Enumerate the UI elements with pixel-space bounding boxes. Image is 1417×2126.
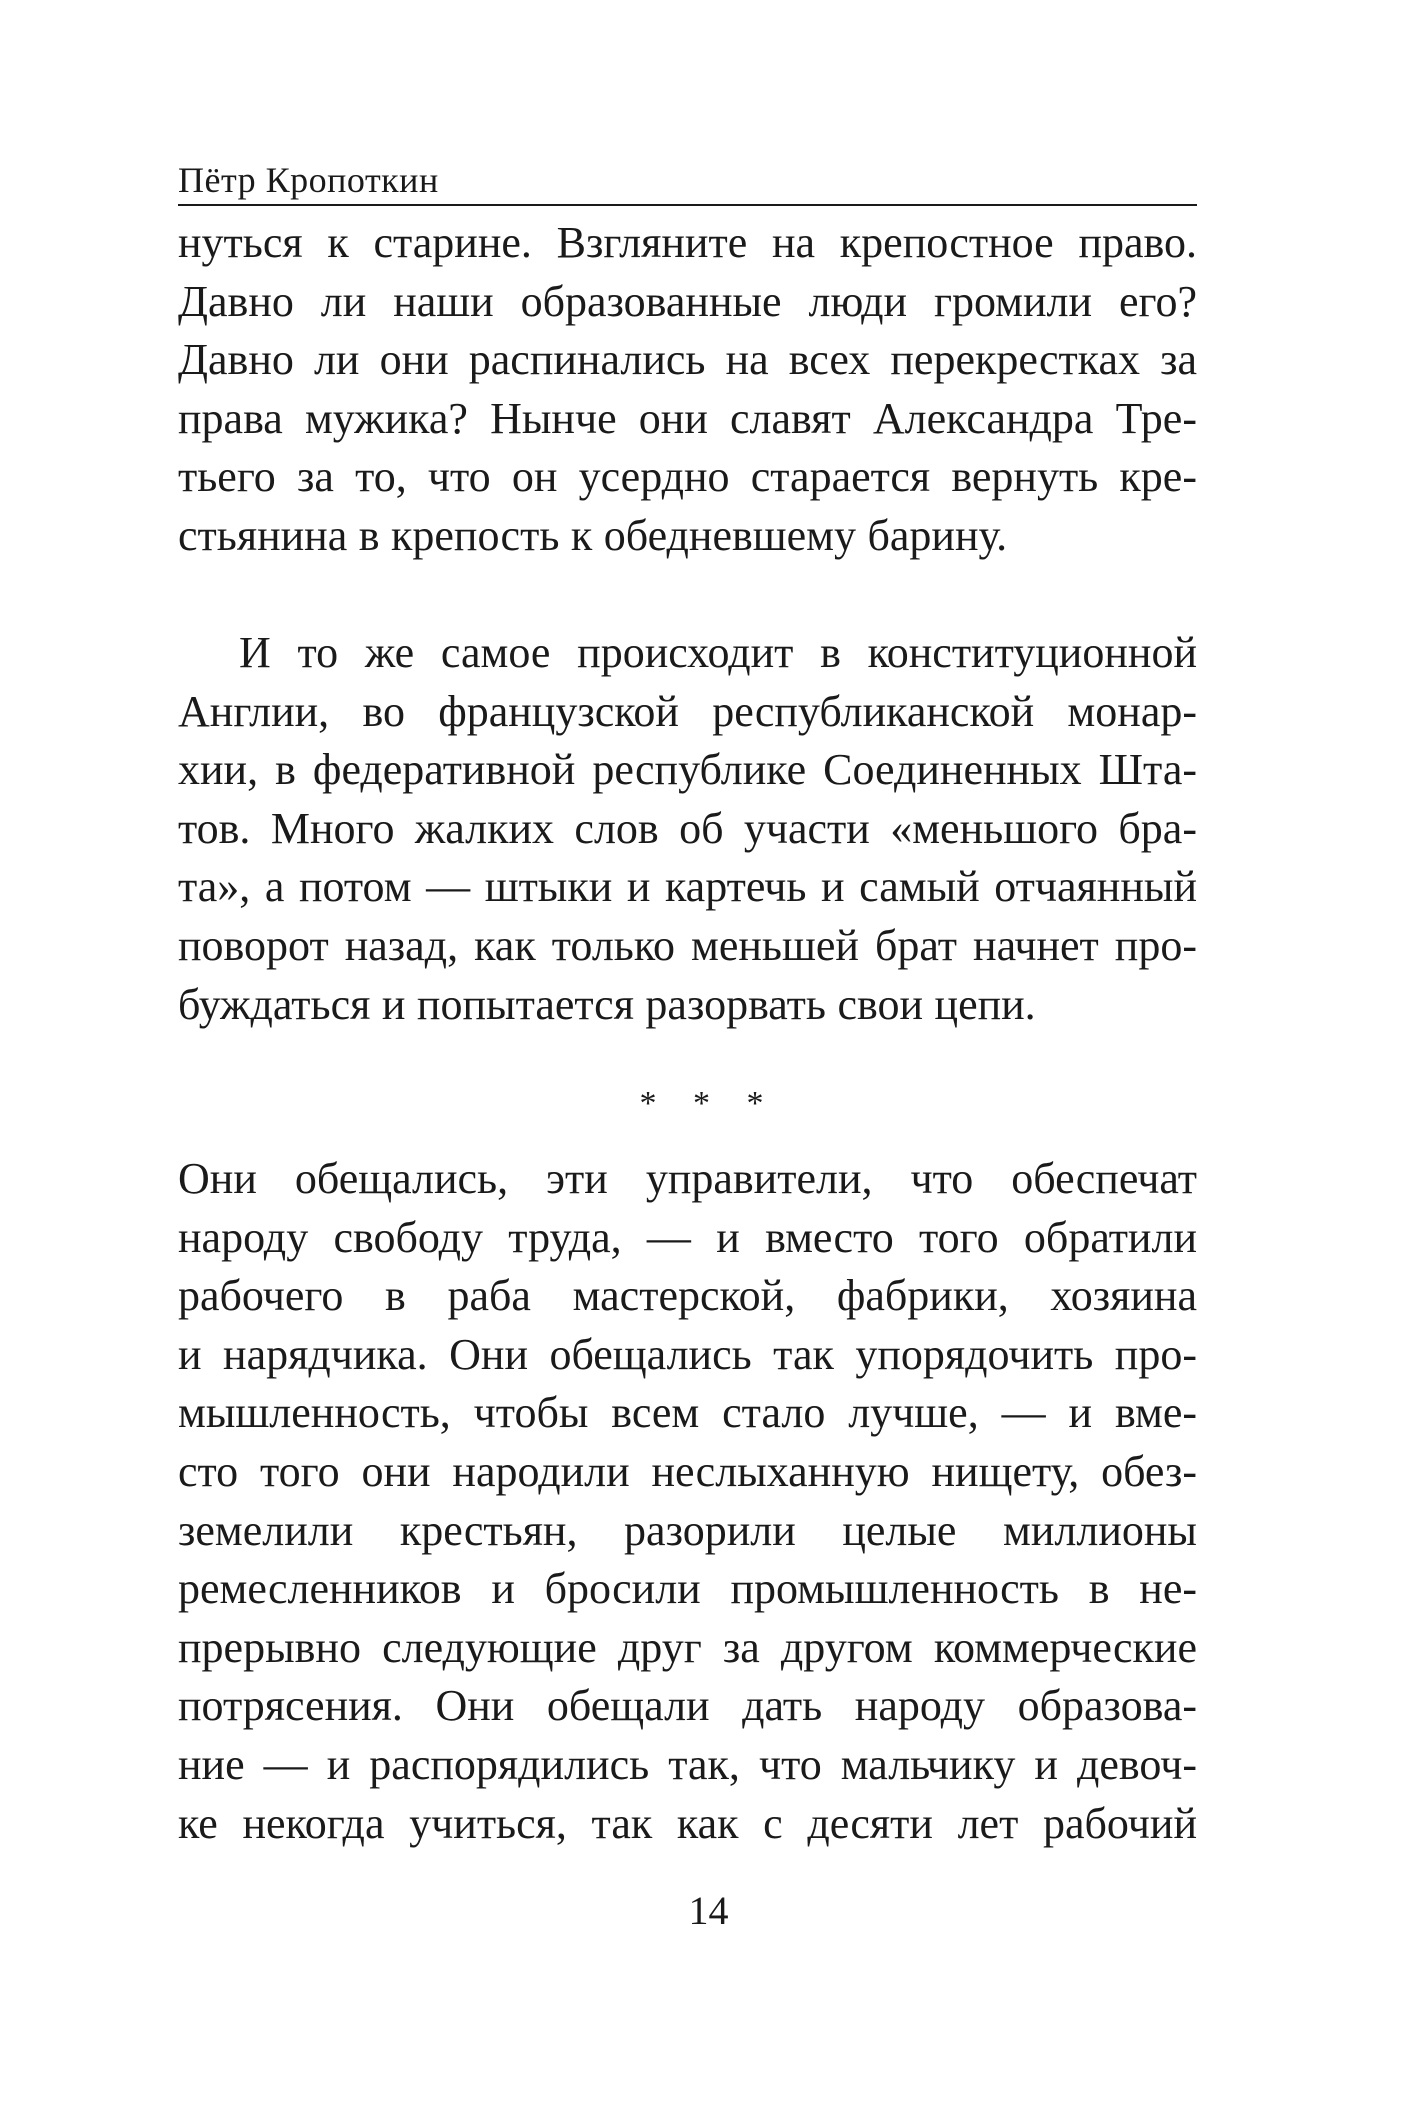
text-line: права мужика? Нынче они славят Александра Тре- — [178, 393, 1197, 443]
text-line: Они обещались, эти управители, что обеспечат — [178, 1154, 1197, 1203]
text-line: буждаться и попытается разорвать свои цепи. — [178, 979, 1036, 1029]
text-line: прерывно следующие друг за другом коммерческие — [178, 1622, 1197, 1672]
paragraph-1 — [178, 214, 1197, 566]
paragraph-2 — [178, 624, 1197, 1034]
text-line: стьянина в крепость к обедневшему барину. — [178, 510, 1008, 560]
running-head-author: Пётр Кропоткин — [178, 160, 439, 200]
text-line: потрясения. Они обещали дать народу образова- — [178, 1681, 1197, 1731]
section-separator: * * * — [639, 1085, 778, 1122]
text-line: поворот назад, как только меньшей брат начнет про- — [178, 920, 1197, 970]
text-line: сто того они народили неслыханную нищету, обез- — [178, 1446, 1197, 1496]
text-line: тов. Много жалких слов об участи «меньшого бра- — [178, 803, 1197, 853]
text-line: и нарядчика. Они обещались так упорядочить про- — [178, 1329, 1197, 1379]
text-line: Давно ли наши образованные люди громили его? — [178, 276, 1197, 326]
running-head — [178, 146, 1197, 206]
text-line: мышленность, чтобы всем стало лучше, — и вме- — [178, 1388, 1197, 1438]
text-line: нуться к старине. Взгляните на крепостное право. — [178, 218, 1197, 267]
text-line: хии, в федеративной республике Соединенных Шта- — [178, 745, 1197, 795]
text-line: земелили крестьян, разорили целые миллионы — [178, 1505, 1197, 1555]
text-line: народу свободу труда, — и вместо того обратили — [178, 1212, 1197, 1262]
text-line: тьего за то, что он усердно старается вернуть кре- — [178, 452, 1197, 502]
text-line: ке некогда учиться, так как с десяти лет рабочий — [178, 1798, 1197, 1848]
text-line: рабочего в раба мастерской, фабрики, хозяина — [178, 1271, 1197, 1321]
text-line: ремесленников и бросили промышленность в не- — [178, 1564, 1197, 1614]
text-line: ние — и распорядились так, что мальчику и девоч- — [178, 1739, 1197, 1789]
text-line: Англии, во французской республиканской монар- — [178, 686, 1197, 736]
text-line: та», а потом — штыки и картечь и самый отчаянный — [178, 862, 1197, 912]
page-number: 14 — [688, 1888, 729, 1933]
text-line: Давно ли они распинались на всех перекрестках за — [178, 335, 1197, 385]
text-line: И то же самое происходит в конституционной — [239, 628, 1197, 677]
paragraph-3 — [178, 1150, 1197, 1853]
